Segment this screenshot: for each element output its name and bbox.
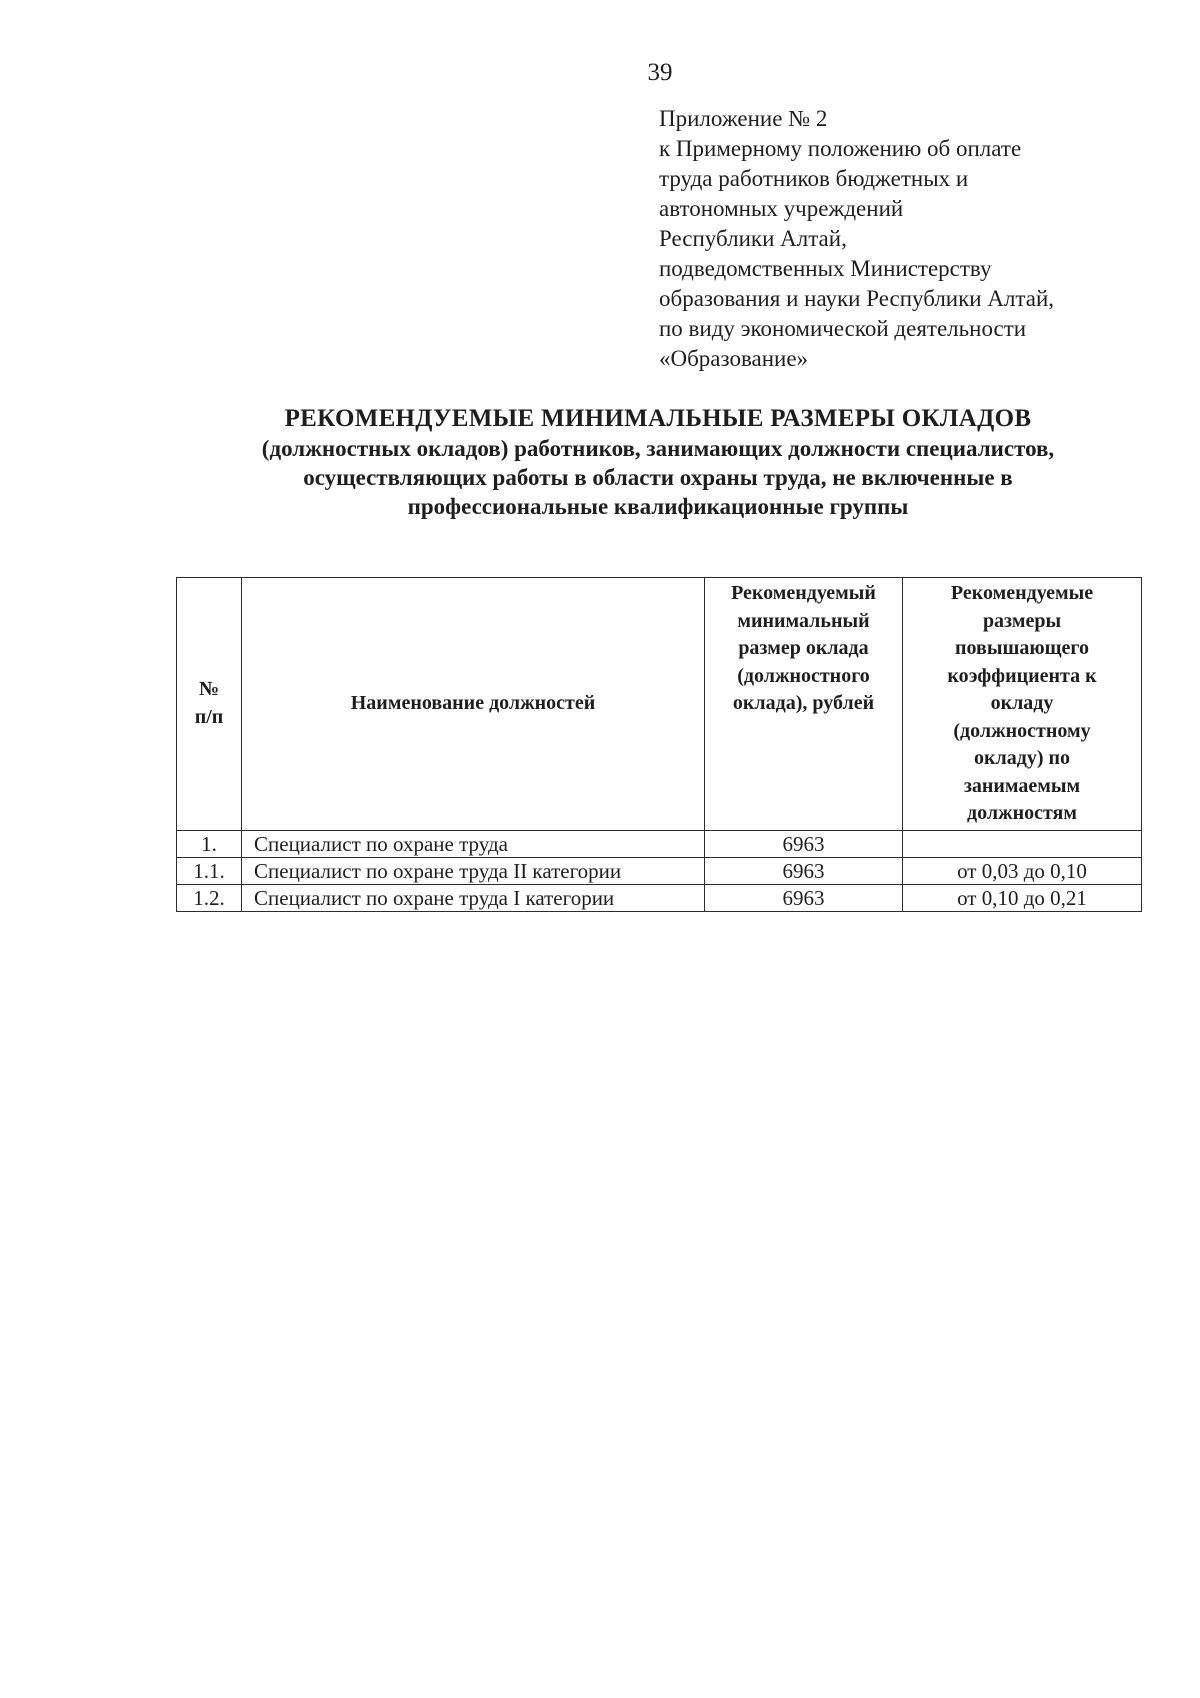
document-title (160, 404, 1156, 521)
title-sub-line: профессиональные квалификационные группы (407, 494, 909, 519)
header-line: размеры (982, 609, 1062, 632)
row-position: Специалист по охране труда I категории (242, 884, 705, 911)
row-coefficient (903, 830, 1142, 857)
header-name (242, 578, 705, 831)
title-sub-line: (должностных окладов) работников, занимающих должности специалистов, (261, 436, 1055, 461)
header-line: оклада), рублей (732, 692, 875, 714)
row-salary: 6963 (705, 857, 903, 884)
table-header-row (177, 578, 1142, 831)
header-line: п/п (194, 705, 224, 728)
page-number: 39 (647, 59, 673, 86)
header-line: должностям (967, 802, 1077, 824)
appendix-line: «Образование» (659, 346, 809, 371)
row-num: 1. (177, 830, 242, 857)
header-line: повышающего (955, 637, 1089, 659)
header-line: минимальный (737, 609, 870, 632)
appendix-line: труда работников бюджетных и (659, 166, 969, 191)
appendix-line: Приложение № 2 (659, 106, 828, 131)
appendix-note (659, 104, 1179, 374)
row-coefficient: от 0,10 до 0,21 (903, 884, 1142, 911)
appendix-line: Республики Алтай, (659, 226, 847, 251)
header-line: окладу (990, 692, 1054, 714)
header-line: коэффициента к (947, 664, 1097, 687)
row-num: 1.2. (177, 884, 242, 911)
table-row (177, 884, 1142, 911)
header-line: Рекомендуемый (731, 582, 876, 604)
header-line: занимаемым (963, 774, 1081, 797)
header-line: № (198, 678, 220, 701)
row-position: Специалист по охране труда (242, 830, 705, 857)
row-salary: 6963 (705, 884, 903, 911)
salary-table (176, 577, 1142, 912)
row-coefficient: от 0,03 до 0,10 (903, 857, 1142, 884)
header-line: Рекомендуемые (950, 582, 1094, 604)
header-line: (должностного (737, 664, 870, 687)
header-num (177, 578, 242, 831)
appendix-line: образования и науки Республики Алтай, (659, 286, 1055, 311)
appendix-line: подведомственных Министерству (659, 256, 992, 281)
row-salary: 6963 (705, 830, 903, 857)
table-row (177, 830, 1142, 857)
appendix-line: автономных учреждений (659, 196, 904, 221)
row-num: 1.1. (177, 857, 242, 884)
header-coef (903, 578, 1142, 831)
appendix-line: к Примерному положению об оплате (659, 136, 1022, 161)
header-line: размер оклада (738, 637, 869, 659)
title-main: РЕКОМЕНДУЕМЫЕ МИНИМАЛЬНЫЕ РАЗМЕРЫ ОКЛАДОВ (284, 405, 1032, 432)
header-salary (705, 578, 903, 831)
header-line: окладу) по (973, 747, 1071, 769)
appendix-line: по виду экономической деятельности (659, 316, 1027, 341)
header-line: (должностному (953, 719, 1091, 742)
header-line: Наименование должностей (350, 692, 596, 714)
title-sub-line: осуществляющих работы в области охраны труда, не включенные в (303, 465, 1013, 490)
row-position: Специалист по охране труда II категории (242, 857, 705, 884)
table-row (177, 857, 1142, 884)
